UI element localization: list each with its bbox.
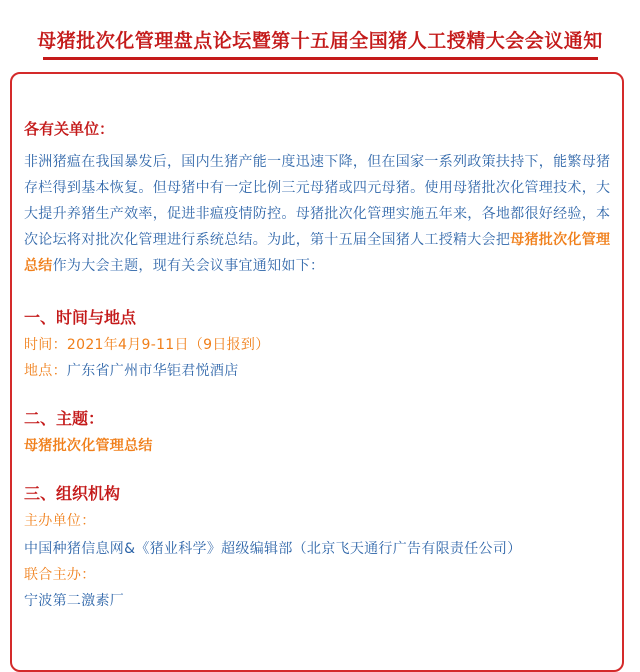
intro-highlight: 母猪批次化管理总结: [24, 232, 611, 274]
host-label: 主办单位：: [24, 513, 96, 529]
section-theme-title: 二、主题：: [24, 409, 105, 428]
time-value: 2021年4月9-11日（9日报到）: [66, 337, 270, 353]
time-line: [24, 332, 620, 358]
notice-content: [24, 118, 620, 614]
theme-value: 母猪批次化管理总结: [24, 438, 153, 454]
intro-text: 非洲猪瘟在我国暴发后，国内生猪产能一度迅速下降，但在国家一系列政策扶持下，能繁母猪存栏得到基本恢复。但母猪中有一定比例三元母猪或四元母猪。使用母猪批次化管理技术，大大提升养猪生产效率，促进非瘟疫情防控。母猪批次化管理实施五年来，各地都很好经验，本次论坛将对批次化管理进行系统总结。为此，第十五届全国猪人工授精大会把: [24, 154, 611, 248]
notice-card: [10, 72, 624, 672]
place-line: [24, 358, 620, 384]
section-time-place-title: 一、时间与地点: [24, 308, 137, 327]
intro-text-end: 作为大会主题，现有关会议事宜通知如下：: [52, 258, 325, 274]
cohost-label-line: [24, 562, 620, 588]
greeting: 各有关单位：: [24, 120, 115, 138]
cohost-value-line: [24, 588, 620, 614]
page-title: 母猪批次化管理盘点论坛暨第十五届全国猪人工授精大会会议通知: [37, 30, 603, 52]
intro-paragraph: [24, 149, 620, 279]
place-value: 广东省广州市华钜君悦酒店: [66, 363, 239, 379]
cohost-label: 联合主办：: [24, 567, 96, 583]
header: [0, 0, 640, 70]
host-value: 中国种猪信息网&《猪业科学》超级编辑部（北京飞天通行广告有限责任公司）: [24, 541, 522, 557]
host-value-line: [24, 536, 620, 562]
time-label: 时间：: [24, 337, 67, 353]
cohost-value: 宁波第二激素厂: [24, 593, 125, 609]
theme-line: [24, 433, 620, 459]
title-underline: [43, 57, 598, 60]
place-label: 地点：: [24, 363, 67, 379]
host-label-line: [24, 508, 620, 534]
section-organization-title: 三、组织机构: [24, 484, 121, 503]
